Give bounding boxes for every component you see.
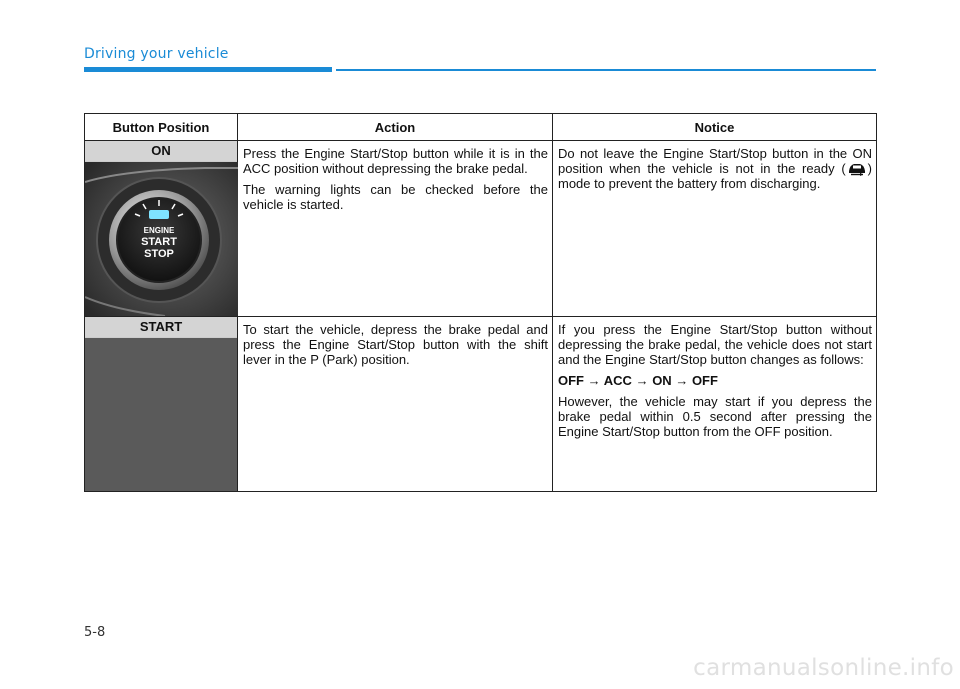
position-label-on: ON bbox=[85, 141, 237, 162]
page-number: 5-8 bbox=[84, 625, 106, 640]
button-state-sequence: OFF → ACC → ON → OFF bbox=[558, 373, 718, 388]
table-header-row bbox=[85, 114, 877, 141]
column-header-position: Button Position bbox=[85, 114, 238, 141]
table-row-start bbox=[85, 317, 877, 492]
action-cell-start bbox=[238, 317, 553, 492]
position-label-start: START bbox=[85, 317, 237, 338]
ready-indicator-icon bbox=[847, 162, 867, 176]
notice-text: However, the vehicle may start if you depress the brake pedal within 0.5 second after pressing the Engine Start/Stop button from the OFF position. bbox=[558, 394, 872, 439]
column-header-notice: Notice bbox=[553, 114, 877, 141]
button-icon-text-engine: ENGINE bbox=[143, 226, 175, 235]
notice-cell-on bbox=[553, 141, 877, 317]
button-position-table bbox=[84, 113, 877, 492]
watermark: carmanualsonline.info bbox=[693, 655, 954, 681]
action-cell-on bbox=[238, 141, 553, 317]
action-text: To start the vehicle, depress the brake pedal and press the Engine Start/Stop button with the shift lever in the P (Park) position. bbox=[243, 322, 548, 367]
button-icon-text-stop: STOP bbox=[144, 248, 174, 260]
button-icon-text-start: START bbox=[141, 236, 177, 248]
column-header-action: Action bbox=[238, 114, 553, 141]
header-rule-thin bbox=[336, 69, 876, 71]
notice-text: If you press the Engine Start/Stop button without depressing the brake pedal, the vehicle does not start and the Engine Start/Stop button changes as follows: bbox=[558, 322, 872, 367]
engine-start-stop-button-image bbox=[85, 162, 238, 316]
section-title: Driving your vehicle bbox=[84, 46, 229, 62]
position-cell-start bbox=[85, 317, 238, 492]
position-cell-on bbox=[85, 141, 238, 317]
notice-text: Do not leave the Engine Start/Stop button in the ON position when the vehicle is not in the ready ( ) mode to prevent the battery from discharging. bbox=[558, 146, 872, 191]
notice-cell-start bbox=[553, 317, 877, 492]
action-text: The warning lights can be checked before the vehicle is started. bbox=[243, 182, 548, 212]
table-row-on bbox=[85, 141, 877, 317]
action-text: Press the Engine Start/Stop button while it is in the ACC position without depressing the brake pedal. bbox=[243, 146, 548, 176]
header-rule-thick bbox=[84, 67, 332, 72]
